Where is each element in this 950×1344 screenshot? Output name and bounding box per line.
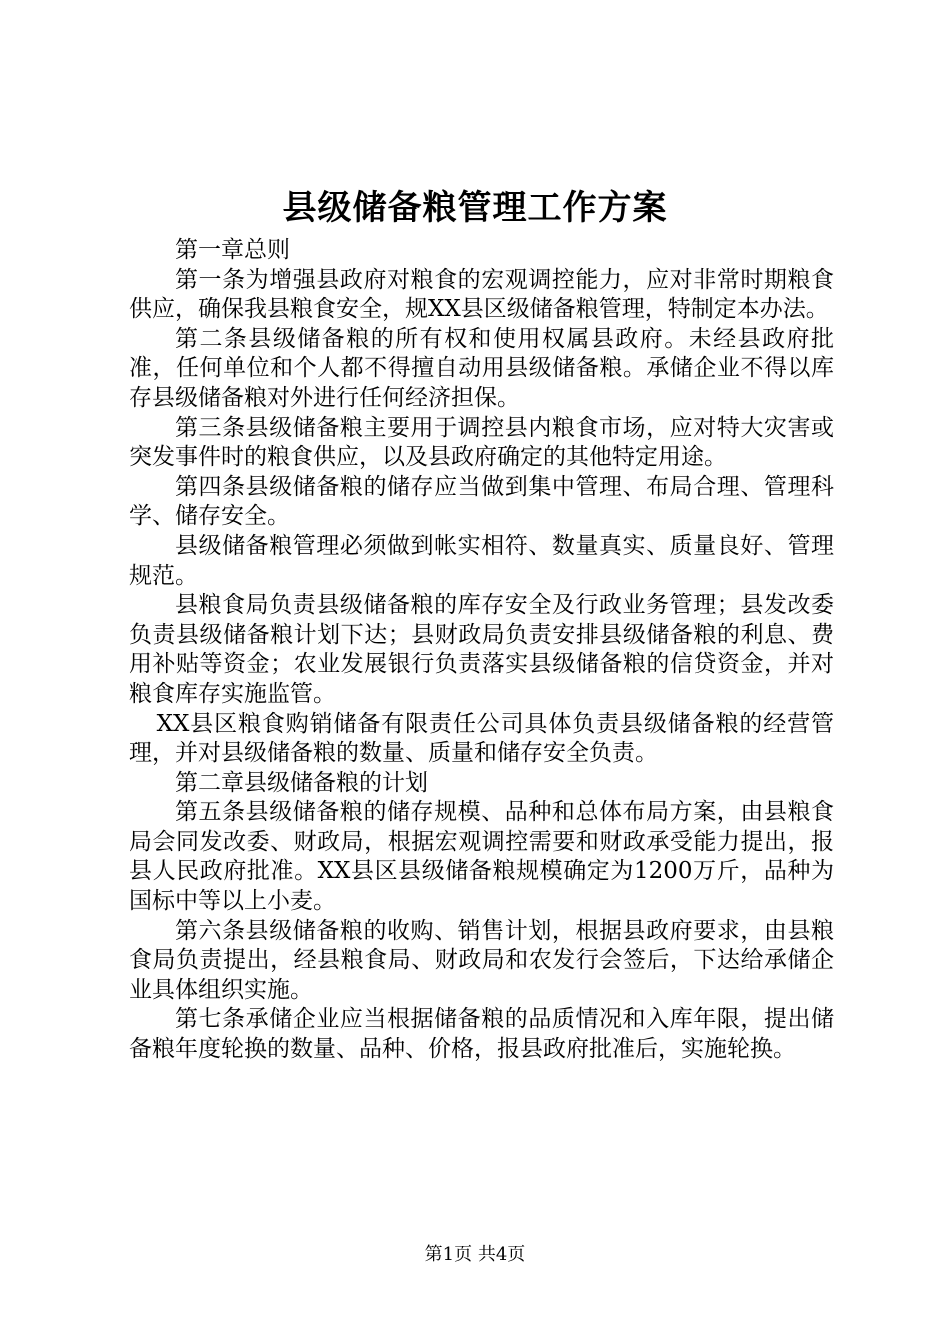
paragraph: 第三条县级储备粮主要用于调控县内粮食市场，应对特大灾害或突发事件时的粮食供应，以及县政府确定的其他特定用途。 (129, 414, 834, 471)
paragraph: 第五条县级储备粮的储存规模、品种和总体布局方案，由县粮食局会同发改委、财政局，根据宏观调控需要和财政承受能力提出，报县人民政府批准。XX县区县级储备粮规模确定为1200万斤，品种为国标中等以上小麦。 (129, 799, 834, 915)
chapter-heading: 第二章县级储备粮的计划 (175, 769, 428, 796)
document-body (129, 236, 834, 1065)
chapter-heading: 第一章总则 (175, 237, 290, 263)
page-footer: 第1页 共4页 (424, 1244, 526, 1265)
paragraph: 县级储备粮管理必须做到帐实相符、数量真实、质量良好、管理规范。 (129, 532, 834, 589)
paragraph: 第二条县级储备粮的所有权和使用权属县政府。未经县政府批准，任何单位和个人都不得擅自动用县级储备粮。承储企业不得以库存县级储备粮对外进行任何经济担保。 (129, 325, 834, 411)
paragraph: 第四条县级储备粮的储存应当做到集中管理、布局合理、管理科学、储存安全。 (129, 473, 834, 530)
paragraph: 县粮食局负责县级储备粮的库存安全及行政业务管理；县发改委负责县级储备粮计划下达；县财政局负责安排县级储备粮的利息、费用补贴等资金；农业发展银行负责落实县级储备粮的信贷资金，并对粮食库存实施监管。 (129, 592, 834, 707)
document-title: 县级储备粮管理工作方案 (282, 188, 668, 228)
paragraph: 第七条承储企业应当根据储备粮的品质情况和入库年限，提出储备粮年度轮换的数量、品种、价格，报县政府批准后，实施轮换。 (129, 1006, 834, 1063)
paragraph: XX县区粮食购销储备有限责任公司具体负责县级储备粮的经营管理，并对县级储备粮的数量、质量和储存安全负责。 (129, 710, 834, 767)
paragraph: 第一条为增强县政府对粮食的宏观调控能力，应对非常时期粮食供应，确保我县粮食安全，规XX县区级储备粮管理，特制定本办法。 (129, 266, 834, 323)
paragraph: 第六条县级储备粮的收购、销售计划，根据县政府要求，由县粮食局负责提出，经县粮食局、财政局和农发行会签后，下达给承储企业具体组织实施。 (129, 917, 834, 1003)
